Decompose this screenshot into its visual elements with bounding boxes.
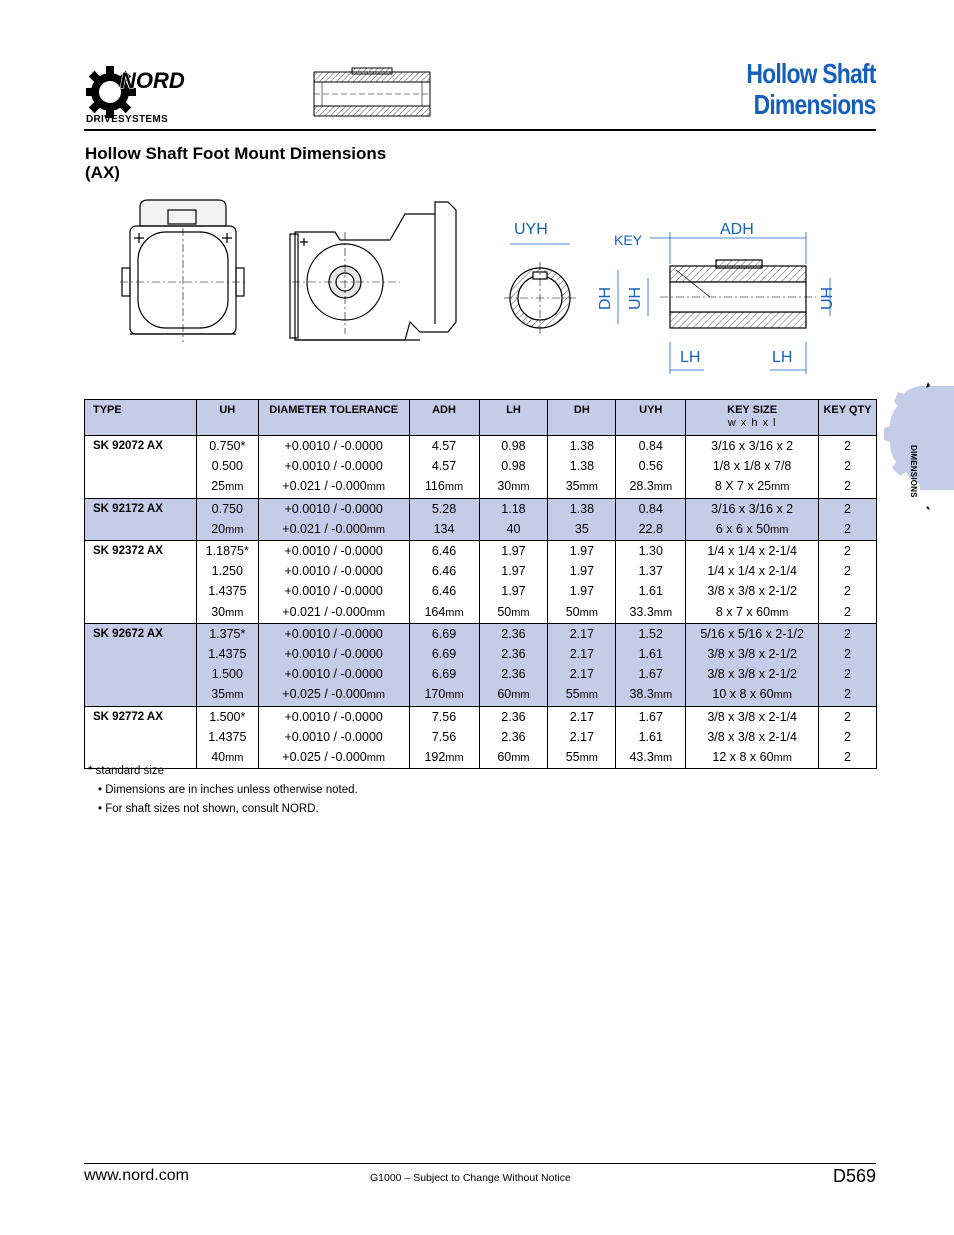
cell-qty: 2 — [819, 664, 877, 684]
table-row — [85, 602, 877, 624]
cell-uh: 20mm — [196, 519, 258, 541]
tab-label: DIMENSIONS — [909, 445, 918, 498]
cell-key: 3/8 x 3/8 x 2-1/2 — [686, 644, 819, 664]
cell-lh: 2.36 — [479, 644, 548, 664]
table-row — [85, 456, 877, 476]
cell-type: SK 92072 AX — [85, 436, 197, 457]
cell-adh: 6.69 — [409, 644, 479, 664]
cell-lh: 2.36 — [479, 706, 548, 727]
cell-lh: 1.97 — [479, 561, 548, 581]
cell-adh: 4.57 — [409, 456, 479, 476]
col-type: TYPE — [85, 400, 197, 436]
cell-dh: 1.97 — [548, 541, 616, 562]
cell-adh: 4.57 — [409, 436, 479, 457]
cell-type — [85, 644, 197, 664]
cell-type — [85, 476, 197, 498]
cell-key: 3/16 x 3/16 x 2 — [686, 436, 819, 457]
cell-uyh: 1.30 — [616, 541, 686, 562]
cell-tol: +0.0010 / -0.0000 — [258, 581, 409, 601]
table-row — [85, 498, 877, 519]
cell-tol: +0.0010 / -0.0000 — [258, 498, 409, 519]
cell-uh: 1.250 — [196, 561, 258, 581]
cell-tol: +0.021 / -0.000mm — [258, 519, 409, 541]
cell-dh: 1.38 — [548, 498, 616, 519]
cell-lh: 50mm — [479, 602, 548, 624]
table-row — [85, 644, 877, 664]
label-uh-left: UH — [627, 286, 644, 310]
front-view-drawing — [120, 200, 246, 342]
cell-key: 3/8 x 3/8 x 2-1/2 — [686, 581, 819, 601]
cell-uh: 25mm — [196, 476, 258, 498]
cell-uyh: 0.84 — [616, 436, 686, 457]
cell-uh: 35mm — [196, 684, 258, 706]
cell-adh: 7.56 — [409, 727, 479, 747]
cell-adh: 134 — [409, 519, 479, 541]
cell-key: 1/4 x 1/4 x 2-1/4 — [686, 561, 819, 581]
cell-type — [85, 602, 197, 624]
table-row — [85, 476, 877, 498]
cell-qty: 2 — [819, 561, 877, 581]
table-row — [85, 623, 877, 644]
note-units: • Dimensions are in inches unless otherwise noted. — [98, 784, 358, 796]
cell-adh: 170mm — [409, 684, 479, 706]
hollow-shaft-icon — [312, 66, 432, 122]
cell-dh: 1.97 — [548, 581, 616, 601]
cell-qty: 2 — [819, 541, 877, 562]
cell-adh: 7.56 — [409, 706, 479, 727]
cell-adh: 6.46 — [409, 541, 479, 562]
cell-key: 5/16 x 5/16 x 2-1/2 — [686, 623, 819, 644]
cell-type: SK 92372 AX — [85, 541, 197, 562]
cell-uyh: 1.61 — [616, 727, 686, 747]
cell-adh: 6.46 — [409, 581, 479, 601]
cell-tol: +0.0010 / -0.0000 — [258, 706, 409, 727]
cell-dh: 55mm — [548, 684, 616, 706]
table-row — [85, 541, 877, 562]
cell-lh: 1.18 — [479, 498, 548, 519]
table-row — [85, 684, 877, 706]
footnotes — [88, 762, 358, 819]
note-consult: • For shaft sizes not shown, consult NORD. — [98, 803, 319, 815]
cell-adh: 192mm — [409, 747, 479, 769]
cell-adh: 6.69 — [409, 664, 479, 684]
cell-dh: 50mm — [548, 602, 616, 624]
cell-tol: +0.025 / -0.000mm — [258, 747, 409, 769]
cell-qty: 2 — [819, 623, 877, 644]
cell-uh: 0.750 — [196, 498, 258, 519]
cell-tol: +0.0010 / -0.0000 — [258, 644, 409, 664]
cell-uyh: 0.56 — [616, 456, 686, 476]
label-uyh: UYH — [514, 221, 548, 238]
cell-tol: +0.0010 / -0.0000 — [258, 436, 409, 457]
col-diameter-tolerance: DIAMETER TOLERANCE — [258, 400, 409, 436]
cell-dh: 35 — [548, 519, 616, 541]
col-dh: DH — [548, 400, 616, 436]
cell-uh: 1.500 — [196, 664, 258, 684]
cell-type: SK 92772 AX — [85, 706, 197, 727]
cell-lh: 30mm — [479, 476, 548, 498]
cell-dh: 55mm — [548, 747, 616, 769]
cell-uyh: 33.3mm — [616, 602, 686, 624]
cell-lh: 1.97 — [479, 541, 548, 562]
cell-tol: +0.021 / -0.000mm — [258, 602, 409, 624]
cell-tol: +0.0010 / -0.0000 — [258, 727, 409, 747]
header-divider — [84, 129, 876, 131]
cell-tol: +0.0010 / -0.0000 — [258, 541, 409, 562]
col-lh: LH — [479, 400, 548, 436]
cell-type: SK 92672 AX — [85, 623, 197, 644]
cell-key: 1/4 x 1/4 x 2-1/4 — [686, 541, 819, 562]
table-row — [85, 436, 877, 457]
cell-dh: 1.38 — [548, 456, 616, 476]
cell-uyh: 1.52 — [616, 623, 686, 644]
technical-drawings — [100, 192, 860, 382]
cell-dh: 2.17 — [548, 623, 616, 644]
cell-lh: 60mm — [479, 747, 548, 769]
cell-key: 10 x 8 x 60mm — [686, 684, 819, 706]
cell-tol: +0.025 / -0.000mm — [258, 684, 409, 706]
cell-type — [85, 561, 197, 581]
cell-type — [85, 664, 197, 684]
cell-adh: 164mm — [409, 602, 479, 624]
cell-uyh: 1.61 — [616, 644, 686, 664]
cell-qty: 2 — [819, 706, 877, 727]
col-key-size: KEY SIZE w x h x l — [686, 400, 819, 436]
cell-uh: 1.4375 — [196, 644, 258, 664]
cell-qty: 2 — [819, 684, 877, 706]
cell-qty: 2 — [819, 727, 877, 747]
col-uyh: UYH — [616, 400, 686, 436]
cell-qty: 2 — [819, 498, 877, 519]
label-dh: DH — [597, 286, 614, 310]
col-adh: ADH — [409, 400, 479, 436]
cell-lh: 2.36 — [479, 727, 548, 747]
cell-lh: 1.97 — [479, 581, 548, 601]
cell-lh: 2.36 — [479, 623, 548, 644]
cell-adh: 5.28 — [409, 498, 479, 519]
cell-key: 6 x 6 x 50mm — [686, 519, 819, 541]
cell-key: 12 x 8 x 60mm — [686, 747, 819, 769]
cell-qty: 2 — [819, 602, 877, 624]
cell-uyh: 28.3mm — [616, 476, 686, 498]
cell-qty: 2 — [819, 581, 877, 601]
cell-uh: 1.1875* — [196, 541, 258, 562]
cell-type — [85, 519, 197, 541]
page-number: D569 — [832, 1166, 876, 1186]
page-title: Hollow Shaft Dimensions — [746, 58, 876, 120]
cell-uh: 30mm — [196, 602, 258, 624]
dimensions-table — [84, 399, 877, 769]
footer-url[interactable]: www.nord.com — [84, 1167, 189, 1184]
cell-qty: 2 — [819, 519, 877, 541]
table-row — [85, 561, 877, 581]
cell-dh: 2.17 — [548, 706, 616, 727]
shaft-end-view-drawing — [504, 262, 576, 334]
cell-uh: 40mm — [196, 747, 258, 769]
cell-lh: 60mm — [479, 684, 548, 706]
cell-key: 1/8 x 1/8 x 7/8 — [686, 456, 819, 476]
table-row — [85, 519, 877, 541]
cell-tol: +0.0010 / -0.0000 — [258, 623, 409, 644]
cell-uyh: 22.8 — [616, 519, 686, 541]
logo-subtitle: DRIVESYSTEMS — [86, 114, 168, 125]
cell-qty: 2 — [819, 747, 877, 769]
footer-notice: G1000 – Subject to Change Without Notice — [370, 1172, 571, 1184]
cell-key: 3/8 x 3/8 x 2-1/4 — [686, 706, 819, 727]
cell-lh: 0.98 — [479, 456, 548, 476]
cell-dh: 2.17 — [548, 644, 616, 664]
cell-key: 8 x 7 x 60mm — [686, 602, 819, 624]
cell-adh: 116mm — [409, 476, 479, 498]
cell-qty: 2 — [819, 456, 877, 476]
cell-dh: 2.17 — [548, 727, 616, 747]
cell-uh: 1.4375 — [196, 581, 258, 601]
cell-uyh: 43.3mm — [616, 747, 686, 769]
cell-uh: 1.500* — [196, 706, 258, 727]
label-uh-right: UH — [819, 286, 836, 310]
cell-lh: 0.98 — [479, 436, 548, 457]
cell-tol: +0.021 / -0.000mm — [258, 476, 409, 498]
cell-uh: 0.750* — [196, 436, 258, 457]
cell-tol: +0.0010 / -0.0000 — [258, 456, 409, 476]
cell-dh: 1.38 — [548, 436, 616, 457]
table-row — [85, 664, 877, 684]
cell-dh: 2.17 — [548, 664, 616, 684]
cell-uh: 1.375* — [196, 623, 258, 644]
table-row — [85, 727, 877, 747]
cell-type — [85, 581, 197, 601]
cell-uh: 1.4375 — [196, 727, 258, 747]
cell-dh: 35mm — [548, 476, 616, 498]
cell-qty: 2 — [819, 644, 877, 664]
label-key: KEY — [614, 232, 643, 248]
footer-divider — [84, 1163, 876, 1164]
cell-qty: 2 — [819, 476, 877, 498]
table-row — [85, 581, 877, 601]
cell-type — [85, 456, 197, 476]
cell-lh: 40 — [479, 519, 548, 541]
cell-uh: 0.500 — [196, 456, 258, 476]
cell-uyh: 0.84 — [616, 498, 686, 519]
cell-uyh: 38.3mm — [616, 684, 686, 706]
cell-tol: +0.0010 / -0.0000 — [258, 561, 409, 581]
col-uh: UH — [196, 400, 258, 436]
cell-adh: 6.46 — [409, 561, 479, 581]
table-row — [85, 706, 877, 727]
cell-key: 3/8 x 3/8 x 2-1/2 — [686, 664, 819, 684]
cell-key: 3/8 x 3/8 x 2-1/4 — [686, 727, 819, 747]
cell-key: 8 X 7 x 25mm — [686, 476, 819, 498]
cell-type — [85, 727, 197, 747]
cell-lh: 2.36 — [479, 664, 548, 684]
cell-adh: 6.69 — [409, 623, 479, 644]
col-key-qty: KEY QTY — [819, 400, 877, 436]
label-adh: ADH — [720, 221, 754, 238]
cell-type: SK 92172 AX — [85, 498, 197, 519]
cell-key: 3/16 x 3/16 x 2 — [686, 498, 819, 519]
table-header-row — [85, 400, 877, 436]
cell-uyh: 1.67 — [616, 664, 686, 684]
cell-qty: 2 — [819, 436, 877, 457]
logo-wordmark: NORD — [120, 68, 185, 93]
cell-dh: 1.97 — [548, 561, 616, 581]
cell-tol: +0.0010 / -0.0000 — [258, 664, 409, 684]
cell-type — [85, 684, 197, 706]
section-title: Hollow Shaft Foot Mount Dimensions (AX) — [85, 144, 387, 182]
shaft-section-drawing — [660, 260, 816, 328]
cell-uyh: 1.37 — [616, 561, 686, 581]
cell-uyh: 1.67 — [616, 706, 686, 727]
label-lh-left: LH — [680, 349, 701, 366]
note-standard-size: * standard size — [88, 765, 165, 777]
cell-uyh: 1.61 — [616, 581, 686, 601]
label-lh-right: LH — [772, 349, 793, 366]
side-view-drawing — [290, 202, 456, 340]
